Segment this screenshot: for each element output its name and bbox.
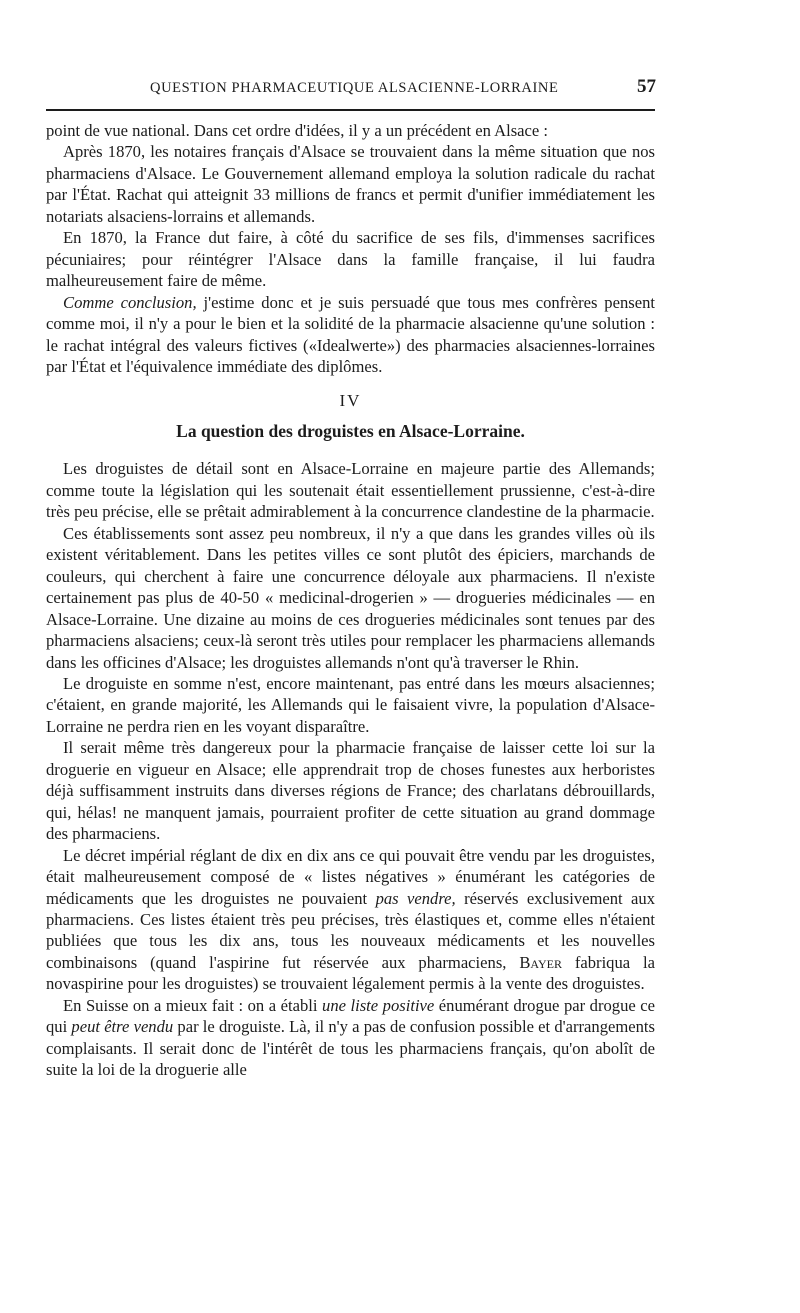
s6-part-b: énumérant drogue par drogue ce qui bbox=[46, 995, 655, 1037]
s5-part-c: fabriqua la novaspirine pour les droguistes) se trouvaient légalement permis à la vente des droguistes. bbox=[46, 952, 655, 994]
running-title: QUESTION PHARMACEUTIQUE ALSACIENNE-LORRAINE bbox=[150, 80, 559, 96]
s5-part-b: réservés exclusivement aux pharmaciens. Ces listes étaient très peu précises, très élastiques et, comme elles n'étaient publiées que tous les dix ans, tous les nouveaux médicaments et les nouvelles combinaisons (quand l'aspirine fut réservée aux pharmaciens, bbox=[46, 888, 656, 972]
s6-part-c: par le droguiste. Là, il n'y a pas de confusion possible et d'arrangements complaisants. Il serait donc de l'intérêt de tous les pharmaciens français, qu'on abolît de suite la loi de la droguerie alle bbox=[46, 1017, 655, 1080]
conclusion-italic: Comme conclusion, bbox=[63, 292, 197, 312]
section-paragraph-4: Il serait même très dangereux pour la pharmacie française de laisser cette loi sur la droguerie en vigueur en Alsace; elle apprendrait trop de choses funestes aux herboristes déjà suffisamment instruits dans diverses régions de France; des charlatans débrouillards, qui, hélas! ne manquent jamais, pourraient profiter de cette situation au grand dommage des pharmaciens. bbox=[46, 738, 655, 844]
s6-part-a: En Suisse on a mieux fait : on a établi bbox=[63, 995, 323, 1015]
s6-italic-2: peut être vendu bbox=[71, 1017, 174, 1037]
section-title: La question des droguistes en Alsace-Lorraine. bbox=[176, 421, 525, 442]
section-paragraph-1: Les droguistes de détail sont en Alsace-Lorraine en majeure partie des Allemands; comme toute la législation qui les soutenait était essentiellement prussienne, c'est-à-dire très peu précise, elle se prêtait admirablement à la concurrence clandestine de la pharmacie. bbox=[46, 459, 655, 522]
paragraph-4-text: j'estime donc et je suis persuadé que tous mes confrères pensent comme moi, il n'y a pour le bien et la solidité de la pharmacie alsacienne qu'une solution : le rachat intégral des valeurs fictives («Idealwerte») des pharmacies alsaciennes-lorraines par l'État et l'équivalence immédiate des diplômes. bbox=[46, 292, 655, 376]
s6-italic-1: une liste positive bbox=[322, 995, 435, 1015]
header-rule bbox=[46, 109, 655, 111]
page-number: 57 bbox=[637, 76, 656, 97]
body-text bbox=[46, 120, 655, 1081]
paragraph-2: Après 1870, les notaires français d'Alsace se trouvaient dans la même situation que nos pharmaciens d'Alsace. Le Gouvernement allemand employa la solution radicale du rachat par l'État. Rachat qui atteignit 33 millions de francs et permit d'unifier immédiatement les notariats alsaciens-lorrains et allemands. bbox=[46, 142, 655, 226]
bayer-name: Bayer bbox=[519, 952, 562, 972]
paragraph-1: point de vue national. Dans cet ordre d'idées, il y a un précédent en Alsace : bbox=[46, 121, 549, 140]
section-paragraph-3: Le droguiste en somme n'est, encore maintenant, pas entré dans les mœurs alsaciennes; c'étaient, en grande majorité, les Allemands qui le faisaient vivre, la population d'Alsace-Lorraine ne perdra rien en les voyant disparaître. bbox=[46, 673, 655, 736]
s5-italic: pas vendre, bbox=[375, 888, 456, 908]
s5-part-a: Le décret impérial réglant de dix en dix ans ce qui pouvait être vendu par les droguistes, était malheureusement composé de « listes négatives » énumérant les catégories de médicaments que les droguistes ne pouvaient bbox=[46, 845, 655, 908]
page bbox=[46, 76, 656, 1080]
section-paragraph-2: Ces établissements sont assez peu nombreux, il n'y a que dans les grandes villes où ils existent véritablement. Dans les petites villes ce sont plutôt des épiciers, marchands de couleurs, qui cherchent à faire une concurrence déloyale aux pharmaciens. Il n'existe certainement pas plus de 40-50 « medicinal-drogerien » — drogueries médicinales — en Alsace-Lorraine. Une dizaine au moins de ces drogueries médicinales sont tenues par des pharmaciens alsaciens; ceux-là seront très utiles pour remplacer les pharmaciens allemands dans les officines d'Alsace; les droguistes allemands n'ont qu'à traverser le Rhin. bbox=[46, 523, 655, 672]
paragraph-4 bbox=[46, 292, 655, 378]
page-header bbox=[46, 76, 656, 106]
section-number: IV bbox=[339, 391, 362, 411]
paragraph-3: En 1870, la France dut faire, à côté du sacrifice de ses fils, d'immenses sacrifices pécuniaires; pour réintégrer l'Alsace dans la famille française, il lui faudra malheureusement faire de même. bbox=[46, 228, 655, 291]
section-paragraph-6 bbox=[46, 995, 655, 1081]
section-paragraph-5 bbox=[46, 845, 655, 995]
